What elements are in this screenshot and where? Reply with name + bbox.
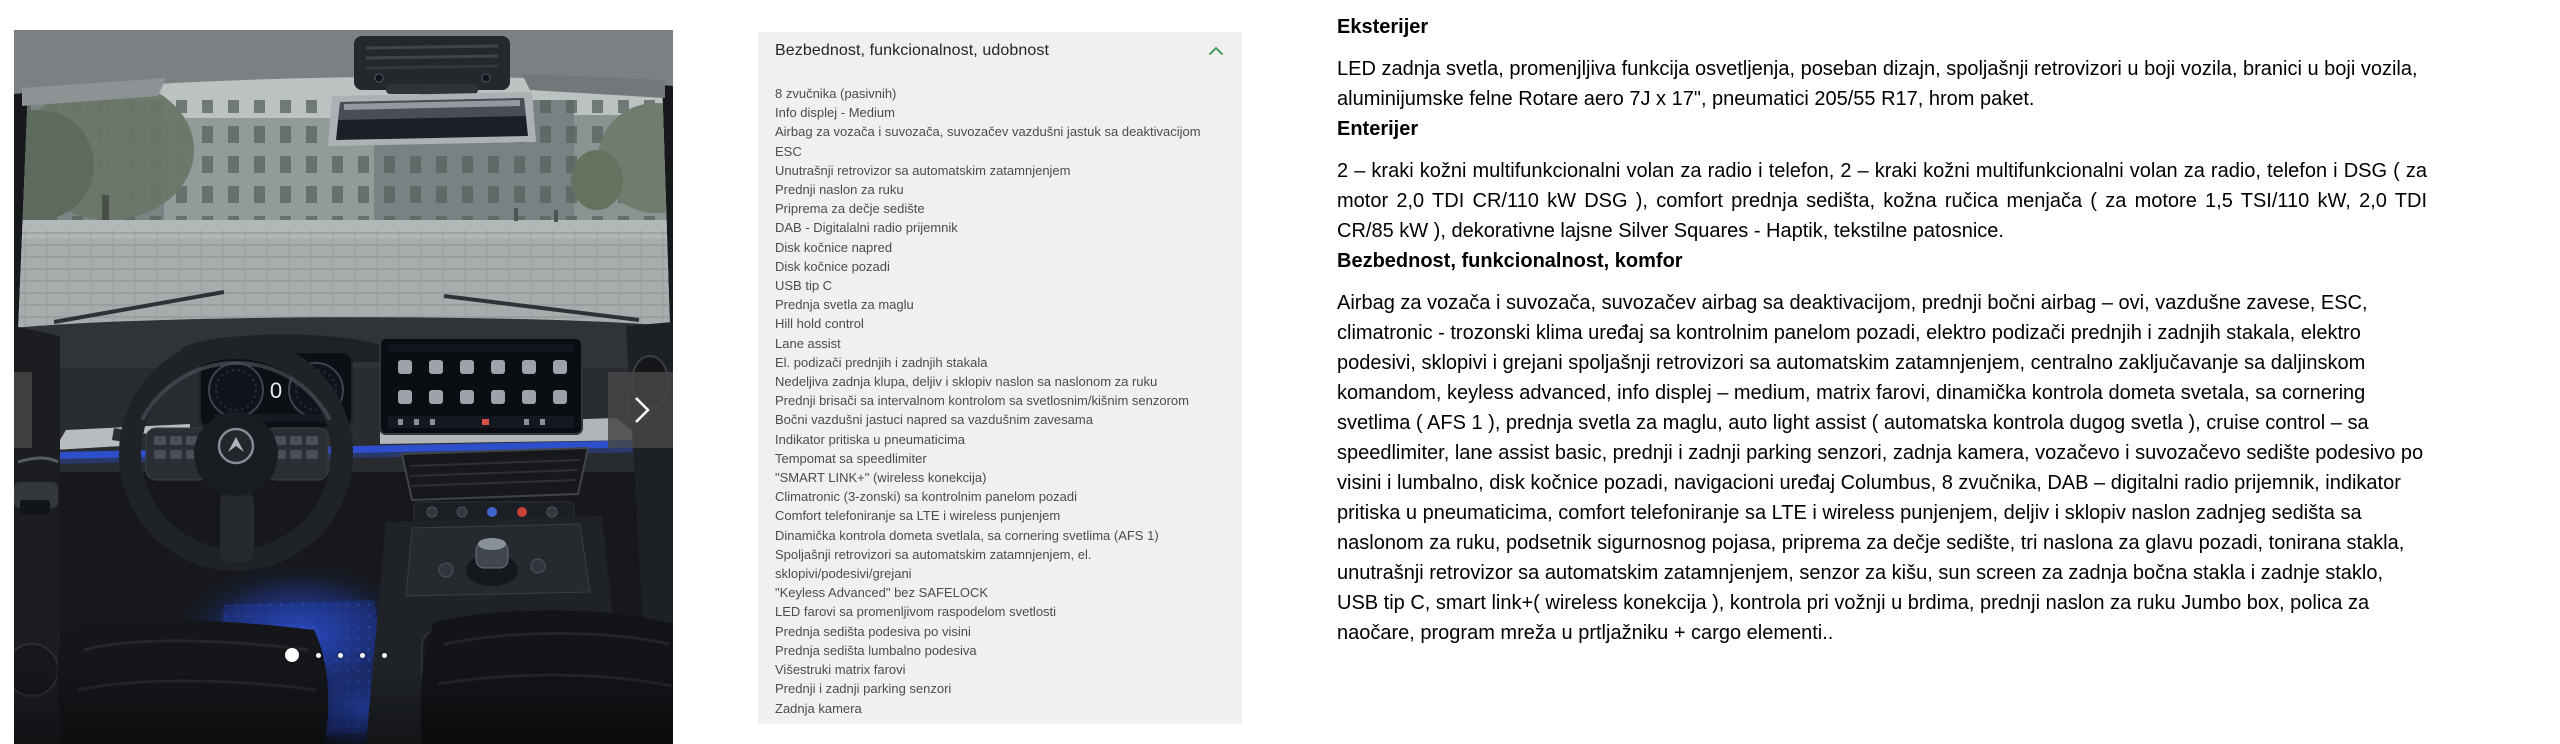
section-body: Airbag za vozača i suvozača, suvozačev airbag sa deaktivacijom, prednji bočni airbag – ovi, vazdušne zavese, ESC, climatronic - trozonski klima uređaj sa kontrolnim panelom pozadi, elektro podizači prednjih i zadnjih stakala, elektro podesivi, sklopivi i grejani spoljašnji retrovizori sa automatskim zatamnjenjem, centralno zaključavanje sa daljinskom komandom, keyless advanced, info displej – medium, matrix farovi, dinamička kontrola dometa svetala, sa cornering svetlima ( AFS 1 ), prednja svetla za maglu, auto light assist ( automatska kontrola dugog svetla ), cruise control – sa speedlimiter, lane assist basic, prednji i zadnji parking senzori, zadnja kamera, vozačevo i suvozačevo sedište podesivo po visini i lumbalno, disk kočnice pozadi, navigacioni uređaj Columbus, 8 zvučnika, DAB – digitalni radio prijemnik, indikator pritiska u pneumaticima, comfort telefoniranje sa LTE i wireless punjenjem, deljiv i sklopiv naslon zadnjeg sedišta sa naslonom za ruku, podsetnik sigurnosnog pojasa, priprema za dečje sedište, tri naslona za glavu pozadi, tonirana stakla, unutrašnji retrovizor sa automatskim zatamnjenjem, senzor za kišu, sun screen za zadnja bočna stakla i zadnje staklo, USB tip C, smart link+( wireless konekcija ), kontrola pri vožnji u brdima, prednji naslon za ruku Jumbo box, polica za naočare, program mreža u prtljažniku + cargo elementi.. (1337, 292, 2424, 644)
feature-list (775, 84, 1224, 718)
feature-item: Lane assist (775, 335, 841, 351)
feature-item: Višestruki matrix farovi (775, 662, 906, 678)
feature-item: Hill hold control (775, 316, 864, 332)
feature-item: Tempomat sa speedlimiter (775, 450, 927, 466)
chevron-up-icon[interactable] (1208, 46, 1224, 56)
section-heading: Eksterijer (1337, 16, 1429, 38)
feature-item: El. podizači prednjih i zadnjih stakala (775, 354, 988, 370)
feature-item: "SMART LINK+" (wireless konekcija) (775, 470, 987, 486)
car-image-carousel (14, 30, 673, 744)
feature-item: Disk kočnice pozadi (775, 258, 890, 274)
feature-item: LED farovi sa promenljivom raspodelom svetlosti (775, 604, 1057, 620)
section-heading: Enterijer (1337, 118, 1419, 140)
feature-item: Prednji i zadnji parking senzori (775, 681, 952, 697)
feature-item: Spoljašnji retrovizori sa automatskim zatamnjenjem, el. sklopivi/podesivi/grejani (775, 546, 1092, 582)
feature-item: ESC (775, 143, 802, 159)
feature-item: Airbag za vozača i suvozača, suvozačev vazdušni jastuk sa deaktivacijom (775, 124, 1201, 140)
carousel-prev-button[interactable] (14, 372, 32, 448)
feature-item: Prednja sedišta podesiva po visini (775, 623, 971, 639)
car-interior-image (14, 30, 673, 744)
infotainment-screen (380, 338, 582, 434)
feature-item: Prednja sedišta lumbalno podesiva (775, 642, 977, 658)
overhead-console (354, 36, 510, 94)
feature-item: 8 zvučnika (pasivnih) (775, 86, 897, 101)
carousel-dot[interactable] (338, 653, 343, 658)
skoda-badge (219, 429, 253, 463)
carousel-dot[interactable] (360, 653, 365, 658)
carousel-dot[interactable] (382, 653, 387, 658)
carousel-dots (285, 647, 387, 663)
feature-item: Comfort telefoniranje sa LTE i wireless punjenjem (775, 508, 1061, 524)
carousel-next-button[interactable] (608, 372, 673, 448)
carousel-dot[interactable] (285, 648, 299, 662)
feature-item: Prednji naslon za ruku (775, 182, 904, 198)
feature-item: Dinamička kontrola dometa svetlala, sa cornering svetlima (AFS 1) (775, 527, 1159, 543)
carousel-dot[interactable] (316, 653, 321, 658)
feature-item: Indikator pritiska u pneumaticima (775, 431, 966, 447)
feature-item: Prednji brisači sa intervalnom kontrolom sa svetlosnim/kišnim senzorom (775, 393, 1189, 409)
feature-panel (758, 32, 1242, 724)
feature-item: DAB - Digitalalni radio prijemnik (775, 220, 958, 236)
feature-item: Unutrašnji retrovizor sa automatskim zatamnjenjem (775, 162, 1071, 178)
cluster-speed-readout: 0 (269, 378, 283, 403)
section-body: 2 – kraki kožni multifunkcionalni volan za radio i telefon, 2 – kraki kožni multifunkcionalni volan za radio, telefon i DSG ( za motor 2,0 TDI CR/110 kW DSG ), comfort prednja sedišta, kožna ručica menjača ( za motore 1,5 TSI/110 kW, 2,0 TDI CR/85 kW ), dekorativne lajsne Silver Squares - Haptik, tekstilne patosnice. (1337, 160, 2427, 242)
feature-panel-header[interactable] (775, 42, 1224, 60)
section-heading: Bezbednost, funkcionalnost, komfor (1337, 250, 1683, 272)
feature-item: Climatronic (3-zonski) sa kontrolnim panelom pozadi (775, 489, 1078, 505)
feature-item: "Keyless Advanced" bez SAFELOCK (775, 585, 989, 601)
feature-item: Bočni vazdušni jastuci napred sa vazdušnim zavesama (775, 412, 1093, 428)
chevron-right-icon (634, 396, 650, 424)
feature-item: Nedeljiva zadnja klupa, deljiv i sklopiv naslon sa naslonom za ruku (775, 374, 1158, 390)
feature-item: Info displej - Medium (775, 105, 895, 121)
feature-item: Prednja svetla za maglu (775, 297, 914, 313)
feature-item: Disk kočnice napred (775, 239, 893, 255)
center-vents (402, 448, 588, 522)
section-body: LED zadnja svetla, promenjljiva funkcija osvetljenja, poseban dizajn, spoljašnji retrovizori u boji vozila, branici u boji vozila, aluminijumske felne Rotare aero 7J x 17", pneumatici 205/55 R17, hrom paket. (1337, 58, 2418, 110)
feature-panel-title: Bezbednost, funkcionalnost, udobnost (775, 42, 1050, 59)
description-column (1337, 12, 2427, 648)
feature-item: Priprema za dečje sedište (775, 201, 925, 217)
feature-item: Zadnja kamera (775, 700, 862, 716)
feature-item: USB tip C (775, 278, 833, 294)
